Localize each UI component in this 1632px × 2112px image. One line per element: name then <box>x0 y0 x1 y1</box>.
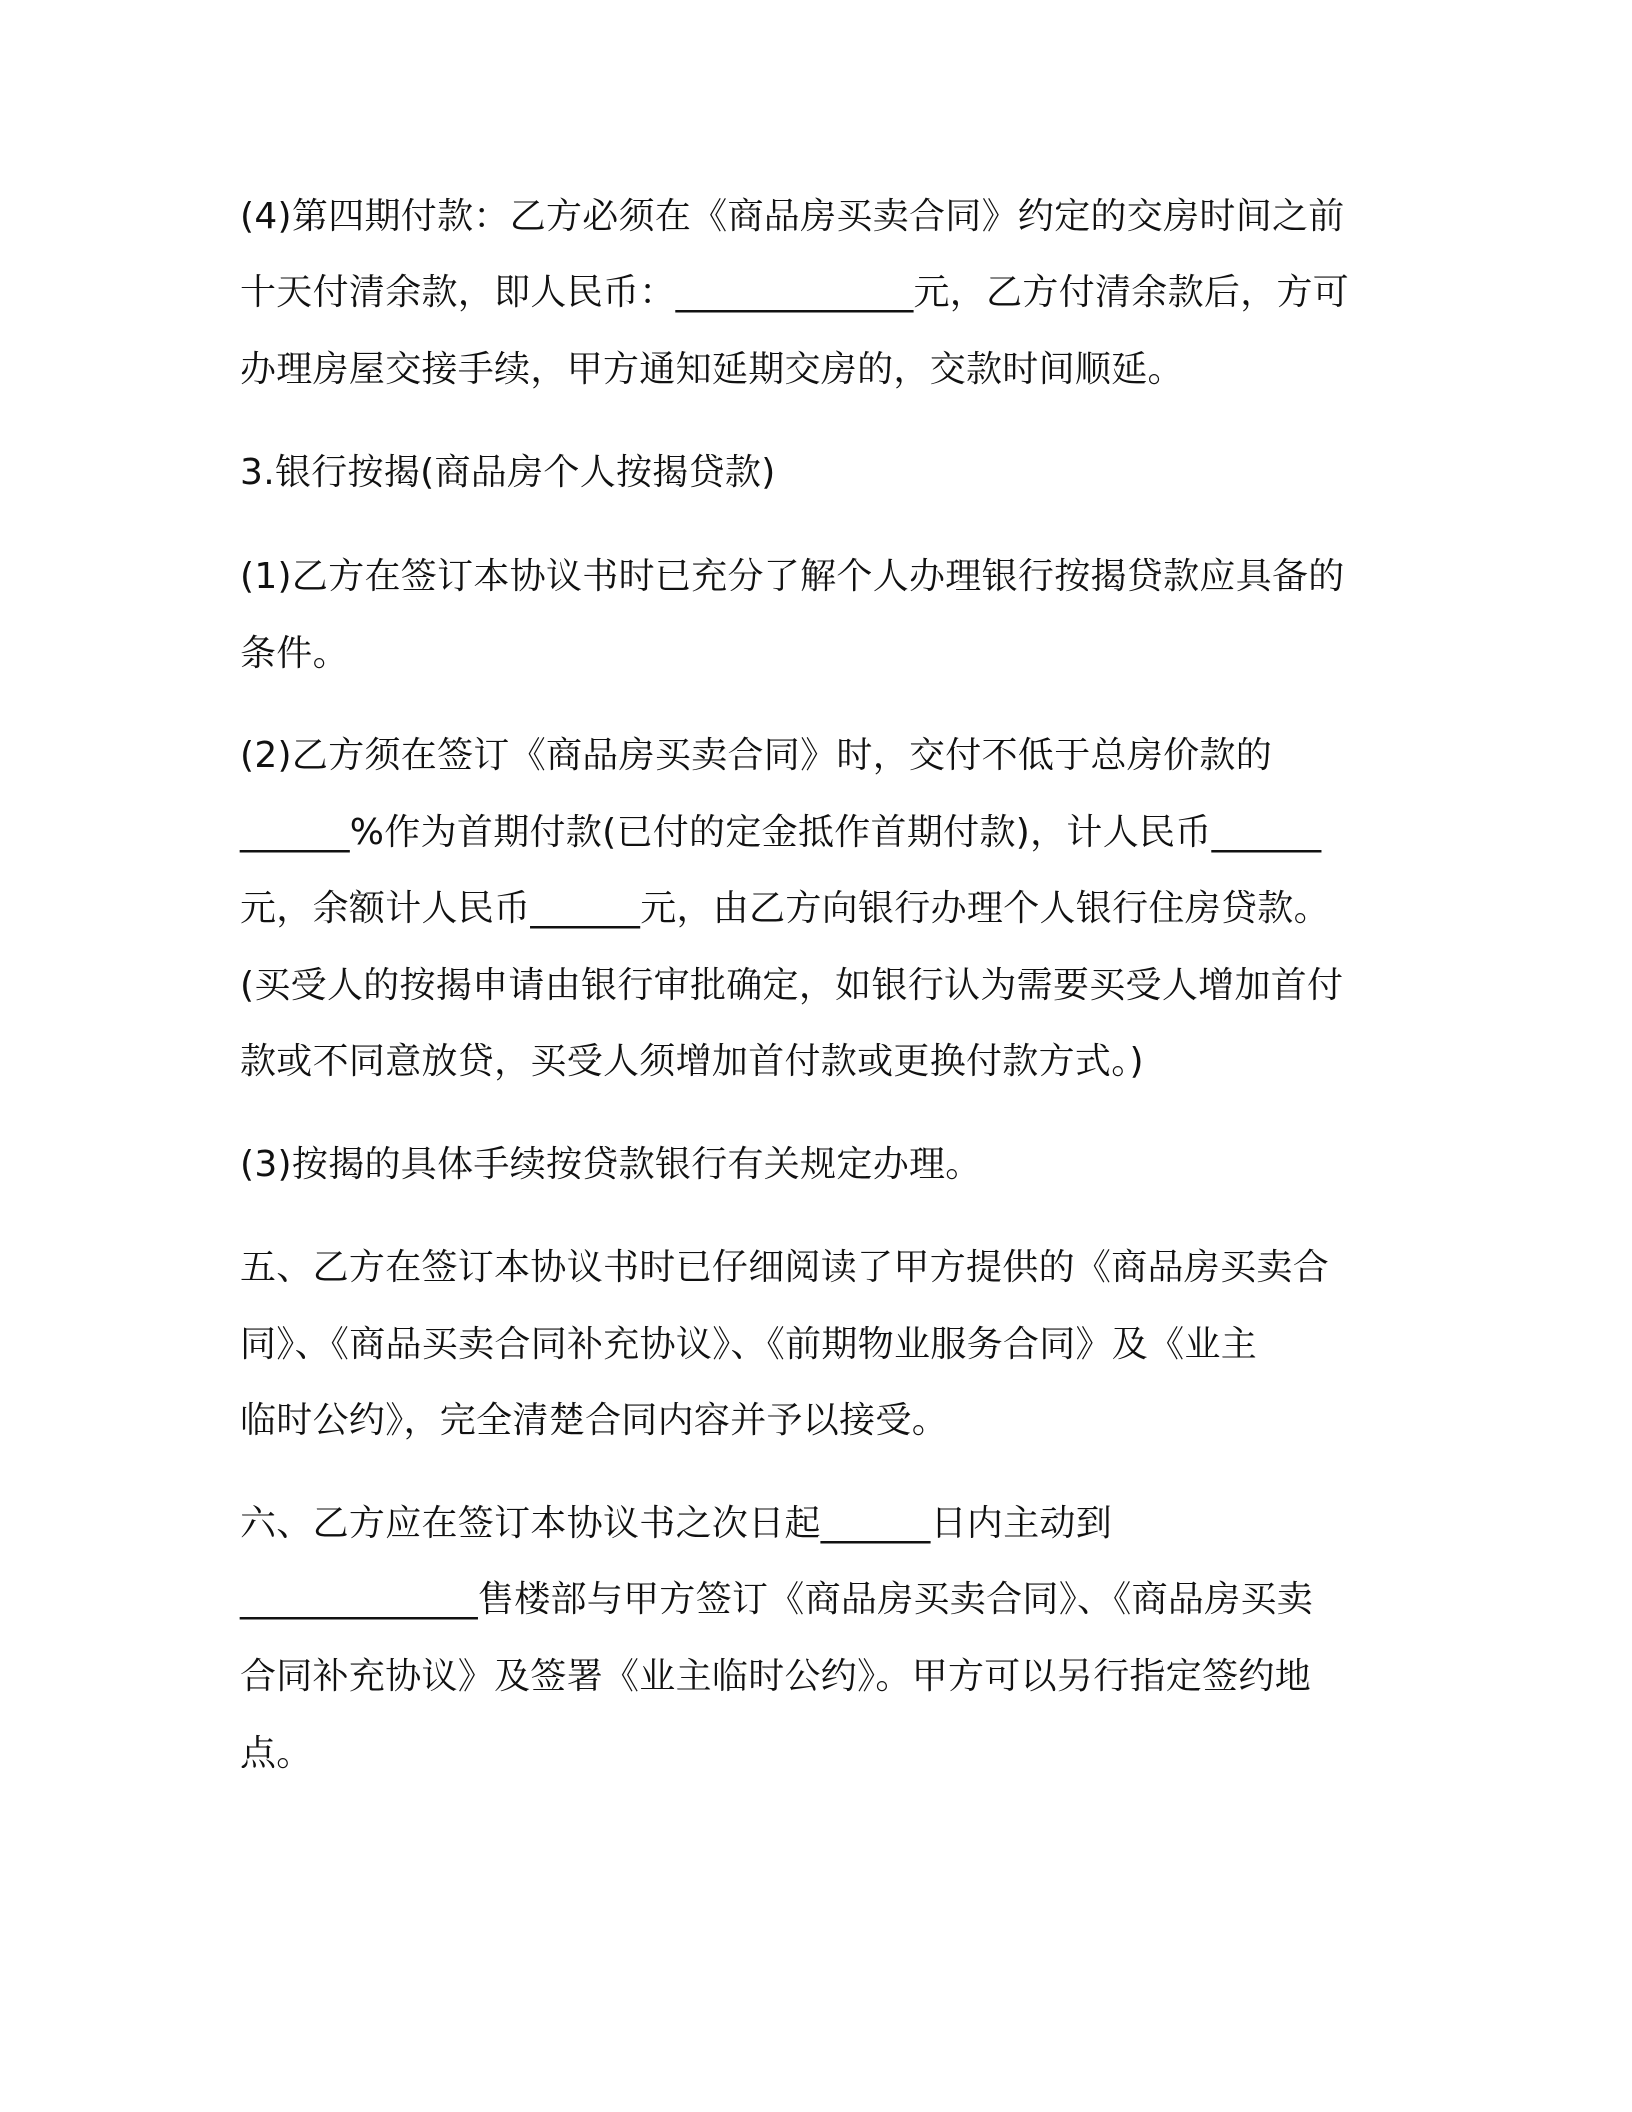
text-line: 元，余额计人民币______元，由乙方向银行办理个人银行住房贷款。 <box>240 888 1330 929</box>
text-line: 五、乙方在签订本协议书时已仔细阅读了甲方提供的《商品房买卖合 <box>240 1247 1330 1288</box>
text-line: 合同补充协议》及签署《业主临时公约》。甲方可以另行指定签约地 <box>240 1656 1312 1697</box>
text-line: (2)乙方须在签订《商品房买卖合同》时，交付不低于总房价款的 <box>240 735 1272 776</box>
text-line: _____________售楼部与甲方签订《商品房买卖合同》、《商品房买卖 <box>240 1579 1314 1620</box>
text-line: 同》、《商品买卖合同补充协议》、《前期物业服务合同》及《业主 <box>240 1324 1258 1365</box>
text-line: ______%作为首期付款(已付的定金抵作首期付款)，计人民币______ <box>240 812 1322 853</box>
section-heading: 3.银行按揭(商品房个人按揭贷款) <box>240 452 776 493</box>
text-line: (4)第四期付款：乙方必须在《商品房买卖合同》约定的交房时间之前 <box>240 196 1345 237</box>
text-line: (买受人的按揭申请由银行审批确定，如银行认为需要买受人增加首付 <box>240 965 1344 1006</box>
text-line: 办理房屋交接手续，甲方通知延期交房的，交款时间顺延。 <box>240 349 1184 390</box>
text-line: (1)乙方在签订本协议书时已充分了解个人办理银行按揭贷款应具备的 <box>240 556 1345 597</box>
text-line: 点。 <box>240 1733 313 1774</box>
text-line: 临时公约》，完全清楚合同内容并予以接受。 <box>240 1400 949 1441</box>
text-line: 款或不同意放贷，买受人须增加首付款或更换付款方式。) <box>240 1041 1144 1082</box>
text-line: 六、乙方应在签订本协议书之次日起______日内主动到 <box>240 1503 1113 1544</box>
text-line: 条件。 <box>240 633 349 674</box>
text-line: 十天付清余款，即人民币：_____________元，乙方付清余款后，方可 <box>240 272 1350 313</box>
text-line: (3)按揭的具体手续按贷款银行有关规定办理。 <box>240 1144 982 1185</box>
